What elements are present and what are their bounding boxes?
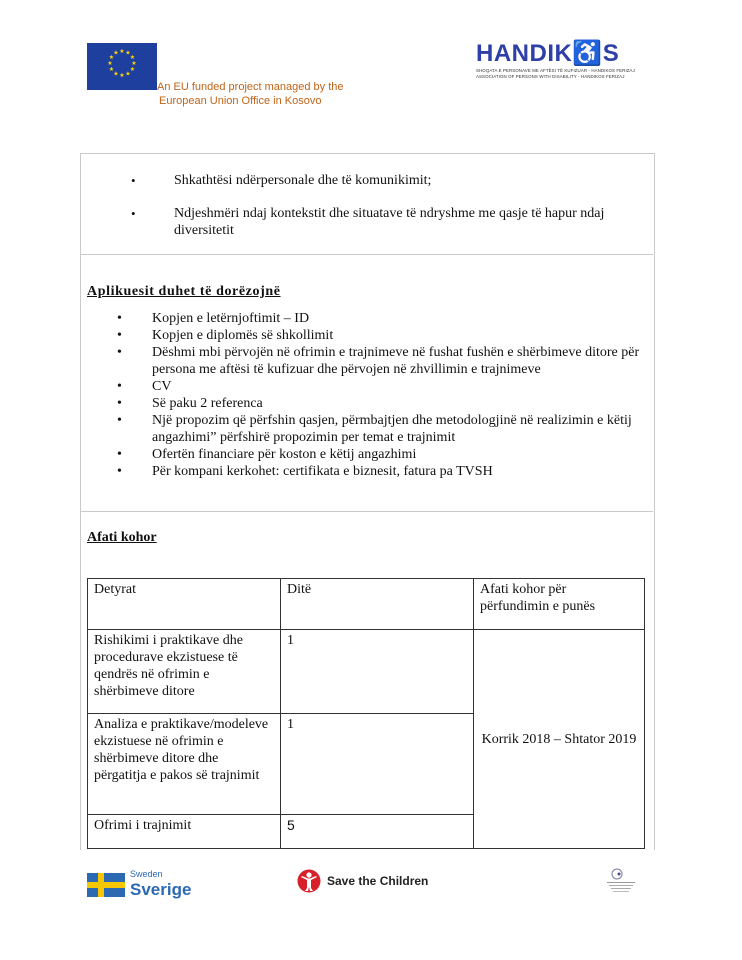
sweden-small-text: Sweden: [130, 869, 163, 879]
list-item: [117, 310, 642, 327]
task-cell: Ofrimi i trajnimit: [88, 815, 281, 849]
deadline-heading: Afati kohor: [87, 530, 157, 545]
list-item-text: Ofertën financiare për koston e këtij angazhimi: [152, 447, 417, 462]
list-item: [117, 463, 642, 480]
svg-text:★: ★: [125, 49, 131, 57]
table-row: [88, 630, 645, 714]
list-item-text: Një propozim që përfshin qasjen, përmbajtjen dhe metodologjinë në realizimin e këtij angazhimi” përfshirë propozimin per temat e trajnimit: [152, 413, 632, 445]
days-cell: 1: [281, 714, 474, 815]
save-the-children-logo: [297, 868, 428, 894]
list-item: [117, 412, 642, 446]
list-item-text: Kopjen e diplomës së shkollimit: [152, 328, 334, 343]
handikos-word-c: S: [602, 40, 620, 67]
handikos-wordmark: [476, 40, 636, 68]
period-cell: Korrik 2018 – Shtator 2019: [474, 630, 645, 849]
svg-text:★: ★: [113, 49, 119, 57]
bullet-symbol: •: [117, 396, 122, 411]
list-item: [117, 446, 642, 463]
bullet-symbol: •: [117, 379, 122, 394]
eu-caption: [157, 80, 344, 108]
svg-text:★: ★: [129, 66, 136, 73]
svg-text:★: ★: [108, 54, 115, 61]
list-item: [117, 395, 642, 412]
svg-text:★: ★: [125, 70, 131, 78]
skill-item: Ndjeshmëri ndaj kontekstit dhe situatave të ndryshme me qasje të hapur ndaj diversitetit: [174, 206, 605, 238]
column-header: Afati kohor për përfundimin e punës: [474, 579, 645, 630]
column-header: Detyrat: [88, 579, 281, 630]
svg-text:★: ★: [129, 54, 136, 61]
handikos-word-a: HANDI: [476, 40, 555, 67]
bullet-symbol: •: [117, 464, 122, 479]
save-the-children-text: Save the Children: [327, 874, 429, 888]
column-header: Ditë: [281, 579, 474, 630]
handikos-sub1: SHOQATA E PERSONAVE ME AFTËSI TË KUFIZUAR - HANDIKOS FERIZAJ: [476, 68, 635, 73]
section-divider: [80, 511, 653, 512]
list-item-text: Kopjen e letërnjoftimit – ID: [152, 311, 310, 326]
list-item: [117, 327, 642, 344]
list-item-text: CV: [152, 379, 172, 394]
sweden-big-text: Sverige: [130, 880, 192, 899]
svg-text:★: ★: [131, 60, 137, 67]
list-item-text: Dëshmi mbi përvojën në ofrimin e trajnimeve në fushat fushën e shërbimeve ditore për persona me aftësi të kufizuar dhe përvojen në zhvillimin e trajnimeve: [152, 345, 640, 377]
bullet-symbol: •: [117, 447, 122, 462]
save-the-children-icon: [297, 868, 321, 894]
bullet-symbol: •: [131, 173, 136, 188]
handikos-word-b: K: [554, 40, 573, 67]
bullet-symbol: •: [117, 413, 122, 428]
schedule-table: [87, 578, 645, 849]
handikos-logo: [476, 40, 636, 80]
svg-text:★: ★: [107, 60, 113, 67]
svg-text:★: ★: [113, 70, 119, 78]
skill-item: Shkathtësi ndërpersonale dhe të komunikimit;: [174, 173, 432, 188]
section-divider: [80, 254, 653, 255]
svg-text:★: ★: [108, 66, 115, 73]
council-emblem-icon: [603, 866, 639, 896]
wheelchair-icon: ♿: [572, 40, 603, 67]
table-header-row: [88, 579, 645, 630]
task-cell: Rishikimi i praktikave dhe procedurave ekzistuese të qendrës në ofrimin e shërbimeve ditore: [88, 630, 281, 714]
days-cell: 1: [281, 630, 474, 714]
svg-text:★: ★: [119, 72, 125, 79]
list-item: [117, 344, 642, 378]
list-item-text: Për kompani kerkohet: certifikata e biznesit, fatura pa TVSH: [152, 464, 493, 479]
handikos-sub2: ASSOCIATION OF PERSONS WITH DISABILITY - HANDIKOS FERIZAJ: [476, 74, 625, 79]
sweden-flag-icon: [87, 873, 125, 897]
bullet-symbol: •: [117, 328, 122, 343]
sweden-logo-text: [130, 869, 191, 899]
eu-stars-icon: [87, 43, 157, 90]
eu-flag-logo: [87, 43, 157, 90]
days-cell: 5: [281, 815, 474, 849]
task-cell: Analiza e praktikave/modeleve ekzistuese në ofrimin e shërbimeve ditore dhe përgatitja e pakos së trajnimit: [88, 714, 281, 815]
sweden-cross-icon: [87, 873, 125, 897]
eu-caption-line2: European Union Office in Kosovo: [159, 95, 322, 107]
list-item-text: Së paku 2 referenca: [152, 396, 263, 411]
requirements-list: [117, 310, 642, 480]
svg-text:★: ★: [119, 48, 125, 55]
bullet-symbol: •: [117, 311, 122, 326]
bullet-symbol: •: [117, 345, 122, 360]
council-of-europe-logo: [603, 866, 639, 896]
bullet-symbol: •: [131, 206, 136, 221]
applicants-heading: Aplikuesit duhet të dorëzojnë: [87, 284, 281, 299]
list-item: [117, 378, 642, 395]
eu-caption-line1: An EU funded project managed by the: [157, 81, 344, 93]
